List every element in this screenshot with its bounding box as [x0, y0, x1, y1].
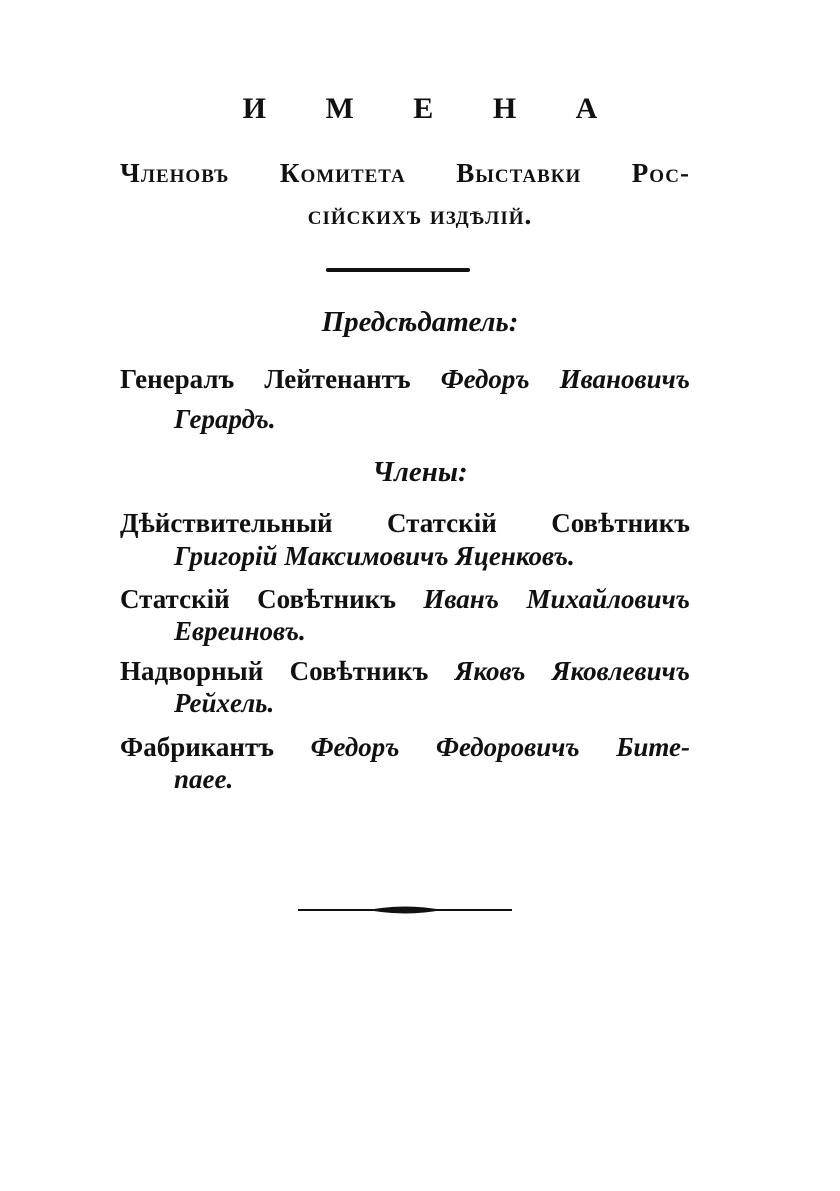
member-3-line-1: [120, 656, 690, 687]
chairman-line-1: [120, 364, 690, 395]
page-title: И М Е Н А: [242, 92, 624, 125]
subtitle-line-1: Членовъ Комитета Выставки Рос-: [120, 158, 690, 188]
member-3-surname: Рейхель.: [174, 688, 275, 718]
member-1-name: Григорій Максимовичъ Яценковъ.: [174, 541, 575, 571]
member-4-rank: Фабрикантъ: [120, 732, 274, 762]
member-4-line-1: [120, 732, 690, 763]
member-3-rank: Надворный Совѣтникъ: [120, 656, 429, 686]
member-2-rank: Статскій Совѣтникъ: [120, 584, 396, 614]
chairman-surname: Герардъ.: [174, 404, 276, 434]
member-2-name: Иванъ Михайловичъ: [423, 584, 690, 614]
chairman-rank: Генералъ Лейтенантъ: [120, 364, 411, 394]
subtitle-line-2: сійскихъ издѣлій.: [307, 200, 533, 230]
chairman-name: Федоръ Ивановичъ: [440, 364, 690, 394]
ornament-rule: [298, 904, 512, 916]
member-2-surname: Евреиновъ.: [174, 616, 306, 646]
member-1-rank: Дѣйствительный Статскій Совѣтникъ: [120, 508, 690, 538]
member-2-line-1: [120, 584, 690, 615]
member-4-name: Федоръ Федоровичъ Бите-: [310, 732, 691, 762]
member-3-name: Яковъ Яковлевичъ: [454, 656, 690, 686]
divider-rule: [326, 268, 470, 272]
members-heading: Члены:: [372, 456, 468, 488]
chairman-heading: Предсѣдатель:: [321, 306, 519, 338]
member-4-surname: пaee.: [174, 764, 234, 794]
